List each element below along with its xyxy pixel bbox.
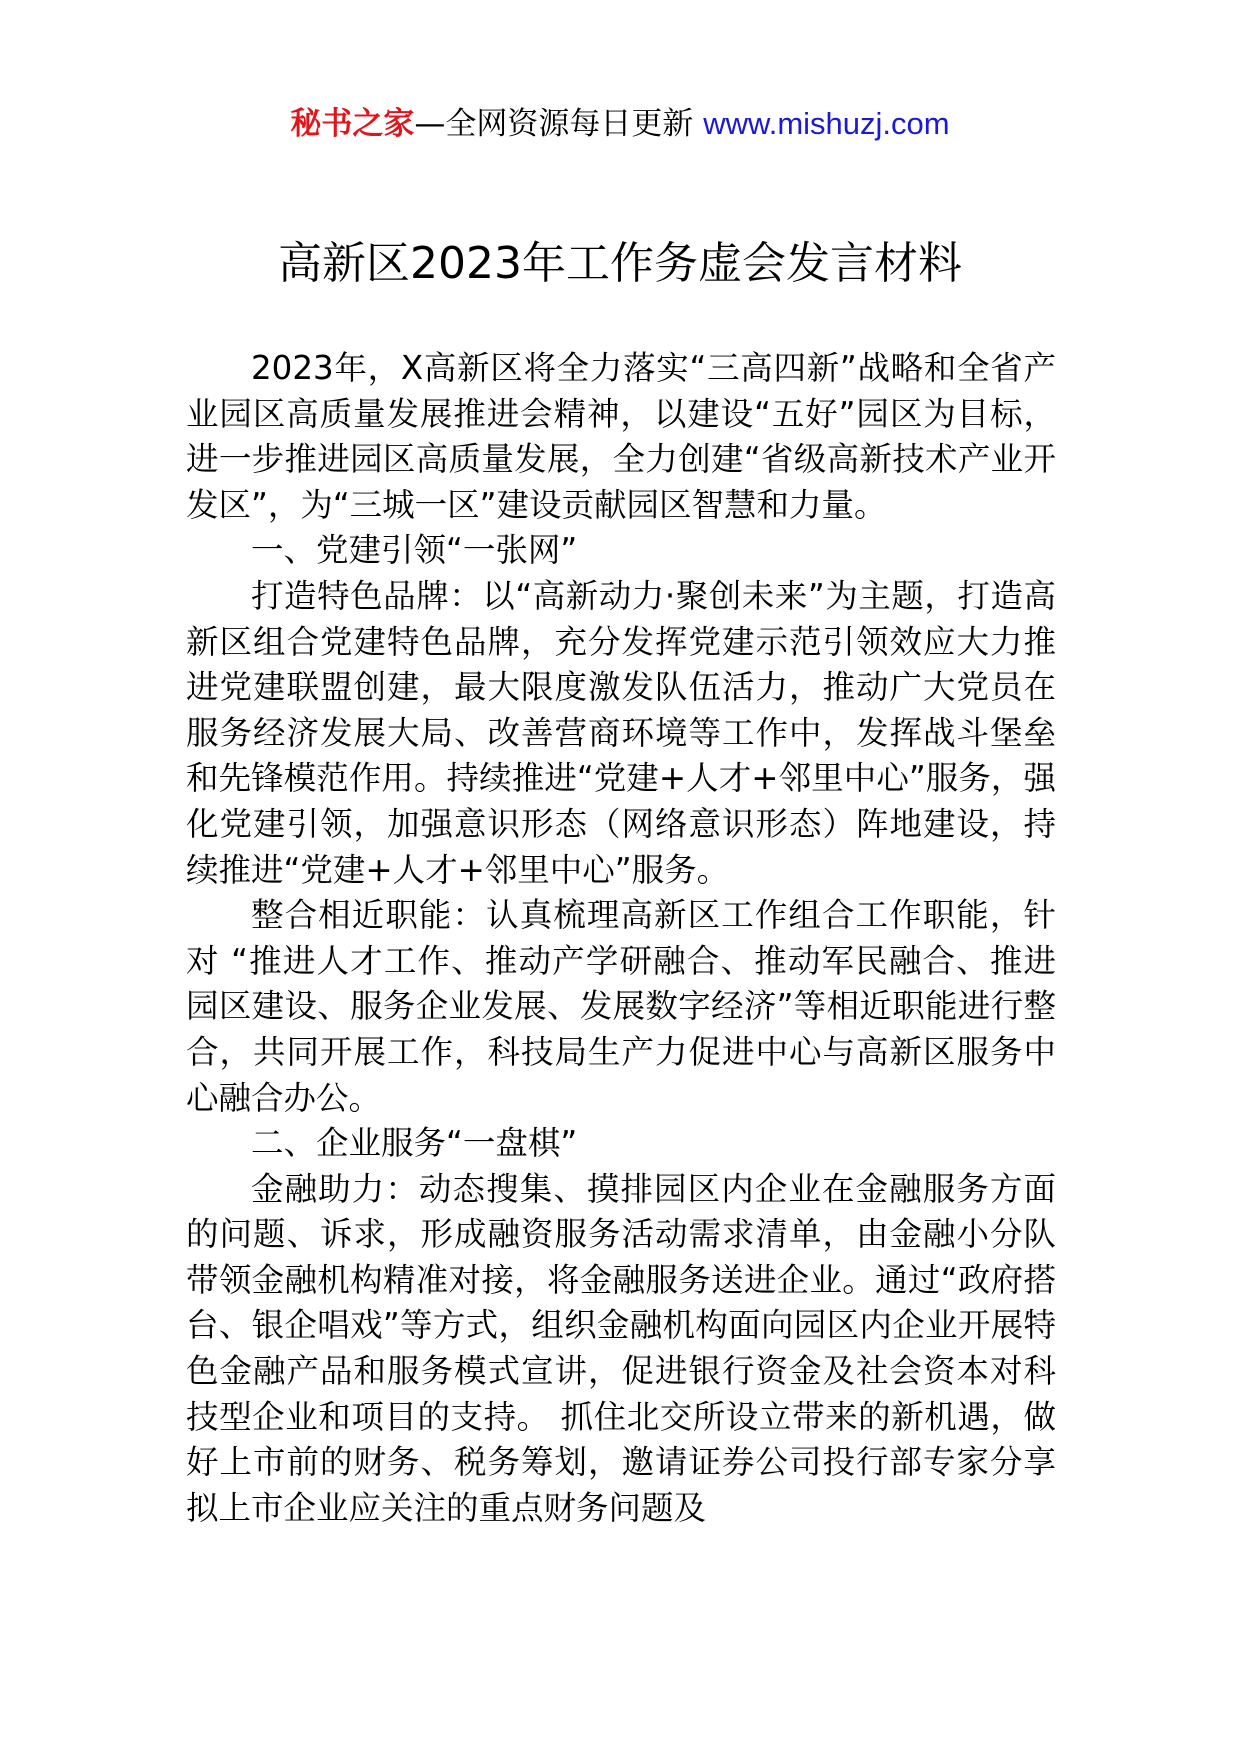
section-heading-party-building: 一、党建引领“一张网” [251,531,578,570]
document-body [186,346,1056,1531]
paragraph-function-integration: 整合相近职能：认真梳理高新区工作组合工作职能，针对 “推进人才工作、推动产学研融合、推动军民融合、推进园区建设、服务企业发展、发展数字经济”等相近职能进行整合，共同开展工作，科技局生产力促进中心与高新区服务中心融合办公。 [186,896,1056,1117]
paragraph-brand-building: 打造特色品牌：以“高新动力·聚创未来”为主题，打造高新区组合党建特色品牌，充分发挥党建示范引领效应大力推进党建联盟创建，最大限度激发队伍活力，推动广大党员在服务经济发展大局、改善营商环境等工作中，发挥战斗堡垒和先锋模范作用。持续推进“党建+人才+邻里中心”服务，强化党建引领，加强意识形态（网络意识形态）阵地建设，持续推进“党建+人才+邻里中心”服务。 [186,576,1056,889]
document-title: 高新区2023年工作务虚会发言材料 [278,238,962,289]
site-url-link[interactable]: www.mishuzj.com [703,106,950,141]
intro-paragraph: 2023年，X高新区将全力落实“三高四新”战略和全省产业园区高质量发展推进会精神，以建设“五好”园区为目标，进一步推进园区高质量发展，全力创建“省级高新技术产业开发区”，为“三城一区”建设贡献园区智慧和力量。 [186,349,1056,524]
brand-name: 秘书之家 [290,106,415,142]
site-header [0,100,1240,148]
paragraph-financial-support: 金融助力：动态搜集、摸排园区内企业在金融服务方面的问题、诉求，形成融资服务活动需求清单，由金融小分队带领金融机构精准对接，将金融服务送进企业。通过“政府搭台、银企唱戏”等方式，组织金融机构面向园区内企业开展特色金融产品和服务模式宣讲，促进银行资金及社会资本对科技型企业和项目的支持。 抓住北交所设立带来的新机遇，做好上市前的财务、税务筹划，邀请证券公司投行部专家分享拟上市企业应关注的重点财务问题及 [186,1169,1056,1527]
section-heading-enterprise-service: 二、企业服务“一盘棋” [251,1124,578,1163]
header-tagline: —全网资源每日更新 [414,106,704,142]
